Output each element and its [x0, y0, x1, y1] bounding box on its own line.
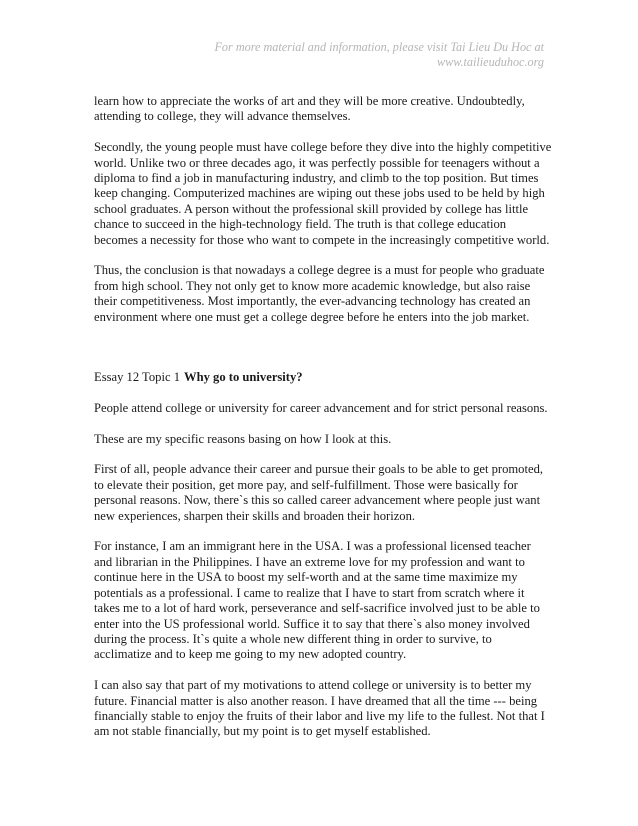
- paragraph: Secondly, the young people must have college before they dive into the highly competitive world. Unlike two or three decades ago, it was perfectly possible for teenagers without a diploma to find a job in manufacturing industry, and climb to the top position. But times keep changing. Computerized machines are wiping out these jobs used to be held by high school graduates. A person without the professional skill provided by college has little chance to succeed in the high-technology field. The truth is that college education becomes a necessity for those who want to compete in the increasingly competitive world.: [94, 140, 552, 247]
- paragraph: I can also say that part of my motivations to attend college or university is to better my future. Financial matter is also another reason. I have dreamed that all the time --- being financially stable to enjoy the fruits of their labor and live my life to the fullest. Not that I am not stable financially, but my point is to get myself established.: [94, 678, 545, 739]
- paragraph: These are my specific reasons basing on how I look at this.: [94, 431, 392, 446]
- header-line-2: www.tailieuduhoc.org: [437, 55, 544, 69]
- essay-label: Essay 12 Topic 1: [94, 370, 180, 385]
- paragraph: People attend college or university for career advancement and for strict personal reasons.: [94, 400, 548, 415]
- header-line-1: For more material and information, please visit Tai Lieu Du Hoc at: [214, 40, 544, 54]
- paragraph: learn how to appreciate the works of art and they will be more creative. Undoubtedly, attending to college, they will advance themselves.: [94, 94, 525, 124]
- essay-title: Why go to university?: [184, 370, 303, 385]
- paragraph: Thus, the conclusion is that nowadays a college degree is a must for people who graduate from high school. They not only get to know more academic knowledge, but also raise their competitiveness. Most importantly, the ever-advancing technology has created an environment where one must get a college degree before he enters into the job market.: [94, 263, 545, 324]
- essay-heading: [94, 370, 552, 385]
- paragraph: For instance, I am an immigrant here in the USA. I was a professional licensed teacher and librarian in the Philippines. I have an extreme love for my profession and want to continue here in the USA to boost my self-worth and at the same time maximize my potentials as a professional. I came to realize that I have to start from scratch where it takes me to a lot of hard work, perseverance and self-sacrifice involved just to be able to enter into the US professional world. Suffice it to say that there`s also money involved during the process. It`s quite a whole new different thing in order to survive, to acclimatize and to keep me going to my new adopted country.: [94, 539, 540, 662]
- document-body: [94, 94, 552, 755]
- page-header: [214, 40, 544, 70]
- paragraph: First of all, people advance their career and pursue their goals to be able to get promoted, to elevate their position, get more pay, and self-fulfillment. Those were basically for personal reasons. Now, there`s this so called career advancement where people just want new experiences, sharpen their skills and broaden their horizon.: [94, 462, 544, 523]
